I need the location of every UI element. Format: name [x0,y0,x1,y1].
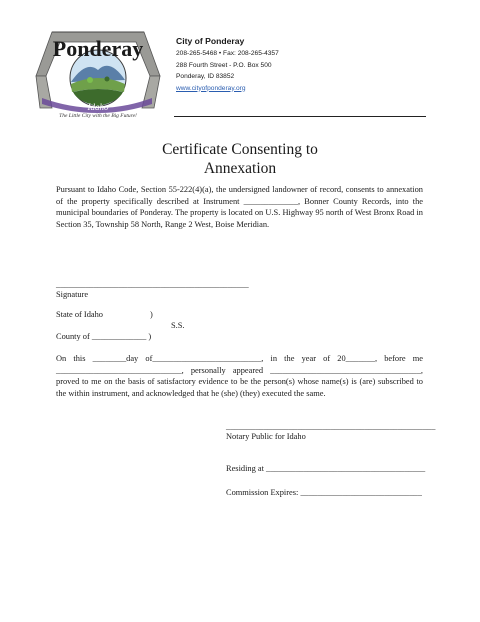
residing-at-field: Residing at ______________________________________ [226,464,426,473]
logo-state-text: Idaho [87,102,109,112]
city-of-ponderay-logo [28,22,166,118]
org-name: City of Ponderay [176,36,245,46]
notary-paragraph: On this ________day of__________________________, in the year of 20_______, before me ______________________________, personally appeared ____________________________________, proved to me on the basis of satisfactory evidence to be the person(s) whose name(s) is (are) subscribed to the within instrument, and acknowledged that he (she) (they) executed the same. [56,354,423,398]
header-divider [174,116,426,117]
signature-line: ______________________________________________ [56,280,249,289]
notary-public-label: Notary Public for Idaho [226,432,306,441]
signature-label: Signature [56,290,89,299]
org-city-state-zip: Ponderay, ID 83852 [176,73,235,80]
ss-label: S.S. [171,321,185,330]
county-of-label: County of _____________ ) [56,332,152,341]
logo-brand-text: Ponderay [52,36,144,61]
logo-slogan-text: The Little City with the Big Future! [59,113,137,118]
org-website-link[interactable]: www.cityofponderay.org [176,84,246,92]
state-paren: ) [150,310,153,319]
org-phone-fax: 208-265-5468 • Fax: 208-265-4357 [176,50,279,57]
commission-expires-field: Commission Expires: _____________________________ [226,488,422,497]
consent-paragraph: Pursuant to Idaho Code, Section 55-222(4)(a), the undersigned landowner of record, consents to annexation of the property specifically described at Instrument _____________, Bonner County Records, into the municipal boundaries of Ponderay. The property is located on U.S. Highway 95 north of West Bronx Road in Section 35, Township 58 North, Range 2 West, Boise Meridian. [56,185,423,229]
org-address: 288 Fourth Street - P.O. Box 500 [176,61,272,69]
document-title [0,140,480,178]
state-of-label: State of Idaho [56,310,103,319]
document-title-line2: Annexation [203,160,277,177]
document-title-line1: Certificate Consenting to [162,141,318,158]
org-contact-block [176,36,279,94]
notary-signature-line: __________________________________________________ [226,422,436,431]
